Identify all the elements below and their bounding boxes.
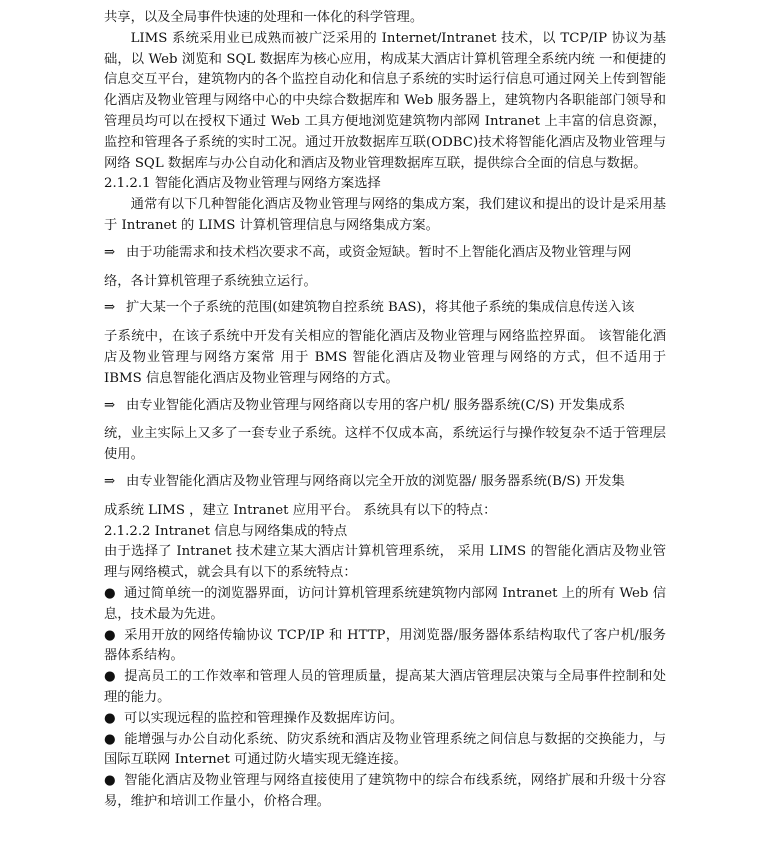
- lims-paragraph: LIMS 系统采用业已成熟而被广泛采用的 Internet/Intranet 技术，以 TCP/IP 协议为基础，以 Web 浏览和 SQL 数据库为核心应用，构成某大酒店计算机管理全系统内统 一和便捷的信息交互平台，建筑物内的各个监控自动化和信息子系统的实时运行信息可通过网关上传到智能化酒店及物业管理与网络中心的中央综合数据库和 Web 服务器上，建筑物内各职能部门领导和管理员均可以在授权下通过 Web 工具方便地浏览建筑物内部网 Intranet 上丰富的信息资源，监控和管理各子系统的实时工况。通过开放数据库互联(ODBC)技术将智能化酒店及物业管理与网络 SQL 数据库与办公自动化和酒店及物业管理数据库互联，提供综合全面的信息与数据。: [104, 30, 666, 171]
- option-line1: 由专业智能化酒店及物业管理与网络商以专用的客户机/ 服务器系统(C/S) 开发集成系: [126, 397, 626, 413]
- feature-text: 智能化酒店及物业管理与网络直接使用了建筑物中的综合布线系统，网络扩展和升级十分容易，维护和培训工作量小，价格合理。: [104, 773, 666, 809]
- features-list: [104, 584, 666, 813]
- option-rest: 子系统中，在该子系统中开发有关相应的智能化酒店及物业管理与网络监控界面。 该智能化酒店及物业管理与网络方案常 用于 BMS 智能化酒店及物业管理与网络的方式，但不适用于 IBMS 信息智能化酒店及物业管理与网络的方式。: [104, 329, 666, 386]
- bullet-icon: ●: [104, 731, 116, 747]
- feature-item: [104, 771, 666, 813]
- option-item: [104, 298, 666, 389]
- option-rest: 成系统 LIMS ，建立 Intranet 应用平台。 系统具有以下的特点：: [104, 502, 497, 518]
- option-item: [104, 243, 666, 293]
- feature-text: 采用开放的网络传输协议 TCP/IP 和 HTTP，用浏览器/服务器体系结构取代了客户机/服务器体系结构。: [104, 627, 666, 664]
- arrow-icon: ⇒: [104, 300, 116, 316]
- intro-tail-paragraph: 共享，以及全局事件快速的处理和一体化的科学管理。: [104, 10, 424, 25]
- feature-item: [104, 584, 666, 626]
- feature-text: 提高员工的工作效率和管理人员的管理质量，提高某大酒店管理层决策与全局事件控制和处理的能力。: [104, 669, 666, 705]
- feature-text: 能增强与办公自动化系统、防灾系统和酒店及物业管理系统之间信息与数据的交换能力，与国际互联网 Internet 可通过防火墙实现无缝连接。: [104, 731, 666, 768]
- option-item: [104, 472, 666, 522]
- bullet-icon: ●: [104, 585, 116, 601]
- section-heading-2-1-2-2: 2.1.2.2 Intranet 信息与网络集成的特点: [104, 523, 348, 539]
- arrow-icon: ⇒: [104, 244, 116, 260]
- option-item: [104, 396, 666, 466]
- bullet-icon: ●: [104, 669, 116, 685]
- feature-item: [104, 730, 666, 772]
- feature-item: [104, 626, 666, 668]
- bullet-icon: ●: [104, 627, 116, 643]
- option-line1: 由于功能需求和技术档次要求不高，或资金短缺。暂时不上智能化酒店及物业管理与网: [126, 244, 632, 260]
- option-line1: 由专业智能化酒店及物业管理与网络商以完全开放的浏览器/ 服务器系统(B/S) 开发集: [126, 473, 625, 489]
- option-line1: 扩大某一个子系统的范围(如建筑物自控系统 BAS)，将其他子系统的集成信息传送入该: [126, 300, 635, 316]
- feature-item: [104, 667, 666, 709]
- arrow-icon: ⇒: [104, 397, 116, 413]
- section-heading-2-1-2-1: 2.1.2.1 智能化酒店及物业管理与网络方案选择: [104, 176, 381, 192]
- feature-item: [104, 709, 666, 730]
- bullet-icon: ●: [104, 773, 116, 789]
- arrow-icon: ⇒: [104, 473, 116, 489]
- feature-text: 可以实现远程的监控和管理操作及数据库访问。: [124, 710, 404, 726]
- feature-text: 通过简单统一的浏览器界面，访问计算机管理系统建筑物内部网 Intranet 上的所有 Web 信息，技术最为先进。: [104, 585, 666, 622]
- bullet-icon: ●: [104, 710, 116, 726]
- option-rest: 络，各计算机管理子系统独立运行。: [104, 273, 317, 289]
- features-intro-paragraph: 由于选择了 Intranet 技术建立某大酒店计算机管理系统， 采用 LIMS 的智能化酒店及物业管理与网络模式，就会具有以下的系统特点：: [104, 544, 666, 581]
- option-rest: 统，业主实际上又多了一套专业子系统。这样不仅成本高，系统运行与操作较复杂不适于管理层使用。: [104, 426, 666, 463]
- options-intro-paragraph: 通常有以下几种智能化酒店及物业管理与网络的集成方案，我们建议和提出的设计是采用基于 Intranet 的 LIMS 计算机管理信息与网络集成方案。: [104, 197, 666, 233]
